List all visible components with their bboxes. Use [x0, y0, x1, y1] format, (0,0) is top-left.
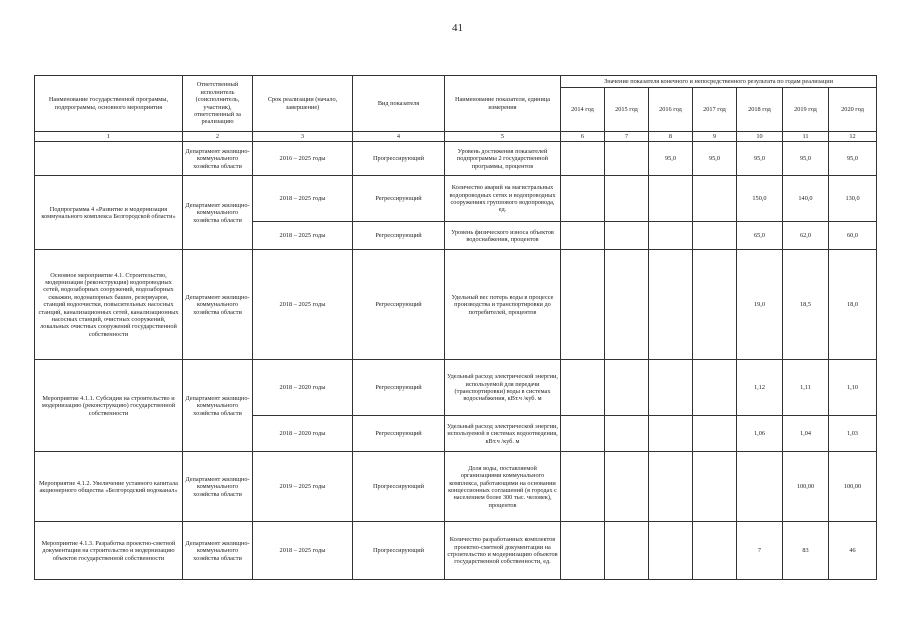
value-2017-cell	[693, 522, 737, 580]
column-number: 8	[649, 132, 693, 142]
header-year-2019: 2019 год	[783, 88, 829, 132]
value-2020-cell: 1,03	[829, 416, 877, 452]
period-cell: 2018 – 2020 годы	[253, 360, 353, 416]
value-2019-cell: 95,0	[783, 142, 829, 176]
value-2014-cell	[561, 250, 605, 360]
column-number: 5	[445, 132, 561, 142]
indicator-type-cell: Прогрессирующий	[353, 522, 445, 580]
table-row	[35, 250, 877, 360]
indicator-name-cell: Доля воды, поставляемой организациями коммунального комплекса, работающими на основании концессионных соглашений (в городах с населением более 300 тыс. человек), процентов	[445, 452, 561, 522]
value-2017-cell	[693, 176, 737, 222]
header-year-2016: 2016 год	[649, 88, 693, 132]
column-number: 11	[783, 132, 829, 142]
value-2016-cell	[649, 360, 693, 416]
value-2018-cell: 7	[737, 522, 783, 580]
indicator-name-cell: Удельный вес потерь воды в процессе производства и транспортировки до потребителей, процентов	[445, 250, 561, 360]
value-2015-cell	[605, 176, 649, 222]
responsible-cell: Департамент жилищно-коммунального хозяйства области	[183, 522, 253, 580]
value-2014-cell	[561, 142, 605, 176]
header-period: Срок реализации (начало, завершение)	[253, 76, 353, 132]
value-2015-cell	[605, 142, 649, 176]
value-2020-cell: 95,0	[829, 142, 877, 176]
value-2019-cell: 140,0	[783, 176, 829, 222]
value-2019-cell: 100,00	[783, 452, 829, 522]
indicator-name-cell: Количество разработанных комплектов проектно-сметной документации на строительство и модернизацию объектов государственной собственности, ед.	[445, 522, 561, 580]
value-2015-cell	[605, 360, 649, 416]
header-values-group: Значение показателя конечного и непосредственного результата по годам реализации	[561, 76, 877, 88]
value-2017-cell	[693, 222, 737, 250]
program-cell	[35, 142, 183, 176]
indicator-name-cell: Удельный расход электрической энергии, используемой в системах водоотведения, кВт.ч /куб. м	[445, 416, 561, 452]
responsible-cell: Департамент жилищно-коммунального хозяйства области	[183, 176, 253, 250]
value-2019-cell: 83	[783, 522, 829, 580]
value-2020-cell: 18,0	[829, 250, 877, 360]
value-2017-cell	[693, 416, 737, 452]
value-2014-cell	[561, 222, 605, 250]
column-number: 4	[353, 132, 445, 142]
period-cell: 2018 – 2020 годы	[253, 416, 353, 452]
responsible-cell: Департамент жилищно-коммунального хозяйства области	[183, 452, 253, 522]
indicator-name-cell: Количество аварий на магистральных водопроводных сетях и водопроводных сооружениях группового водопровода, ед.	[445, 176, 561, 222]
value-2015-cell	[605, 222, 649, 250]
value-2017-cell	[693, 452, 737, 522]
column-number: 9	[693, 132, 737, 142]
indicator-type-cell: Прогрессирующий	[353, 452, 445, 522]
value-2018-cell	[737, 452, 783, 522]
program-cell: Подпрограмма 4 «Развитие и модернизация коммунального комплекса Белгородской области»	[35, 176, 183, 250]
value-2014-cell	[561, 360, 605, 416]
program-cell: Мероприятие 4.1.1. Субсидия на строительство и модернизацию (реконструкцию) государственной собственности	[35, 360, 183, 452]
column-number: 3	[253, 132, 353, 142]
page-number: 41	[452, 22, 463, 34]
value-2016-cell	[649, 222, 693, 250]
indicator-type-cell: Регрессирующий	[353, 250, 445, 360]
value-2016-cell	[649, 416, 693, 452]
column-number: 10	[737, 132, 783, 142]
table-row	[35, 142, 877, 176]
indicator-type-cell: Регрессирующий	[353, 360, 445, 416]
header-year-2015: 2015 год	[605, 88, 649, 132]
column-number: 1	[35, 132, 183, 142]
value-2020-cell: 130,0	[829, 176, 877, 222]
value-2019-cell: 18,5	[783, 250, 829, 360]
value-2017-cell: 95,0	[693, 142, 737, 176]
indicator-type-cell: Регрессирующий	[353, 416, 445, 452]
indicator-name-cell: Удельный расход электрической энергии, используемой для передачи (транспортировки) воды в системах водоснабжения, кВт.ч /куб. м	[445, 360, 561, 416]
header-responsible: Ответственный исполнитель (соисполнитель, участник), ответственный за реализацию	[183, 76, 253, 132]
period-cell: 2016 – 2025 годы	[253, 142, 353, 176]
period-cell: 2018 – 2025 годы	[253, 522, 353, 580]
value-2016-cell: 95,0	[649, 142, 693, 176]
value-2020-cell: 100,00	[829, 452, 877, 522]
table-row	[35, 360, 877, 416]
value-2014-cell	[561, 416, 605, 452]
period-cell: 2018 – 2025 годы	[253, 176, 353, 222]
value-2018-cell: 1,06	[737, 416, 783, 452]
period-cell: 2019 – 2025 годы	[253, 452, 353, 522]
responsible-cell: Департамент жилищно-коммунального хозяйства области	[183, 360, 253, 452]
header-year-2020: 2020 год	[829, 88, 877, 132]
value-2015-cell	[605, 250, 649, 360]
value-2016-cell	[649, 176, 693, 222]
value-2014-cell	[561, 522, 605, 580]
value-2016-cell	[649, 250, 693, 360]
value-2014-cell	[561, 176, 605, 222]
value-2016-cell	[649, 522, 693, 580]
value-2018-cell: 65,0	[737, 222, 783, 250]
period-cell: 2018 – 2025 годы	[253, 222, 353, 250]
value-2019-cell: 62,0	[783, 222, 829, 250]
program-cell: Основное мероприятие 4.1. Строительство, модернизация (реконструкция) водопроводных сетей, водозаборных сооружений, водозаборных скважин, водонапорных башен, резервуаров, станций водоочистки, повысительных насосных станций, канализационных сетей, канализационных насосных станций, очистных сооружений, локальных очистных сооружений государственной собственности	[35, 250, 183, 360]
period-cell: 2018 – 2025 годы	[253, 250, 353, 360]
value-2016-cell	[649, 452, 693, 522]
value-2018-cell: 19,0	[737, 250, 783, 360]
program-cell: Мероприятие 4.1.2. Увеличение уставного капитала акционерного общества «Белгородский водоканал»	[35, 452, 183, 522]
indicators-table	[34, 75, 877, 580]
column-number-row	[35, 132, 877, 142]
value-2019-cell: 1,11	[783, 360, 829, 416]
header-year-2018: 2018 год	[737, 88, 783, 132]
value-2020-cell: 60,0	[829, 222, 877, 250]
header-row-1	[35, 76, 877, 88]
value-2018-cell: 1,12	[737, 360, 783, 416]
header-program: Наименование государственной программы, подпрограммы, основного мероприятия	[35, 76, 183, 132]
table-row	[35, 522, 877, 580]
value-2017-cell	[693, 250, 737, 360]
value-2015-cell	[605, 416, 649, 452]
value-2014-cell	[561, 452, 605, 522]
header-year-2014: 2014 год	[561, 88, 605, 132]
indicator-name-cell: Уровень физического износа объектов водоснабжения, процентов	[445, 222, 561, 250]
header-indicator-name: Наименование показателя, единица измерения	[445, 76, 561, 132]
value-2020-cell: 1,10	[829, 360, 877, 416]
value-2015-cell	[605, 522, 649, 580]
column-number: 6	[561, 132, 605, 142]
value-2019-cell: 1,04	[783, 416, 829, 452]
column-number: 7	[605, 132, 649, 142]
indicator-type-cell: Регрессирующий	[353, 222, 445, 250]
column-number: 12	[829, 132, 877, 142]
column-number: 2	[183, 132, 253, 142]
responsible-cell: Департамент жилищно-коммунального хозяйства области	[183, 250, 253, 360]
indicator-type-cell: Регрессирующий	[353, 176, 445, 222]
program-cell: Мероприятие 4.1.3. Разработка проектно-сметной документации на строительство и модернизацию объектов государственной собственности	[35, 522, 183, 580]
value-2018-cell: 95,0	[737, 142, 783, 176]
table-row	[35, 452, 877, 522]
table-row	[35, 176, 877, 222]
value-2020-cell: 46	[829, 522, 877, 580]
indicator-name-cell: Уровень достижения показателей подпрограммы 2 государственной программы, процентов	[445, 142, 561, 176]
indicator-type-cell: Прогрессирующий	[353, 142, 445, 176]
header-year-2017: 2017 год	[693, 88, 737, 132]
header-indicator-type: Вид показателя	[353, 76, 445, 132]
value-2017-cell	[693, 360, 737, 416]
responsible-cell: Департамент жилищно-коммунального хозяйства области	[183, 142, 253, 176]
value-2015-cell	[605, 452, 649, 522]
value-2018-cell: 150,0	[737, 176, 783, 222]
